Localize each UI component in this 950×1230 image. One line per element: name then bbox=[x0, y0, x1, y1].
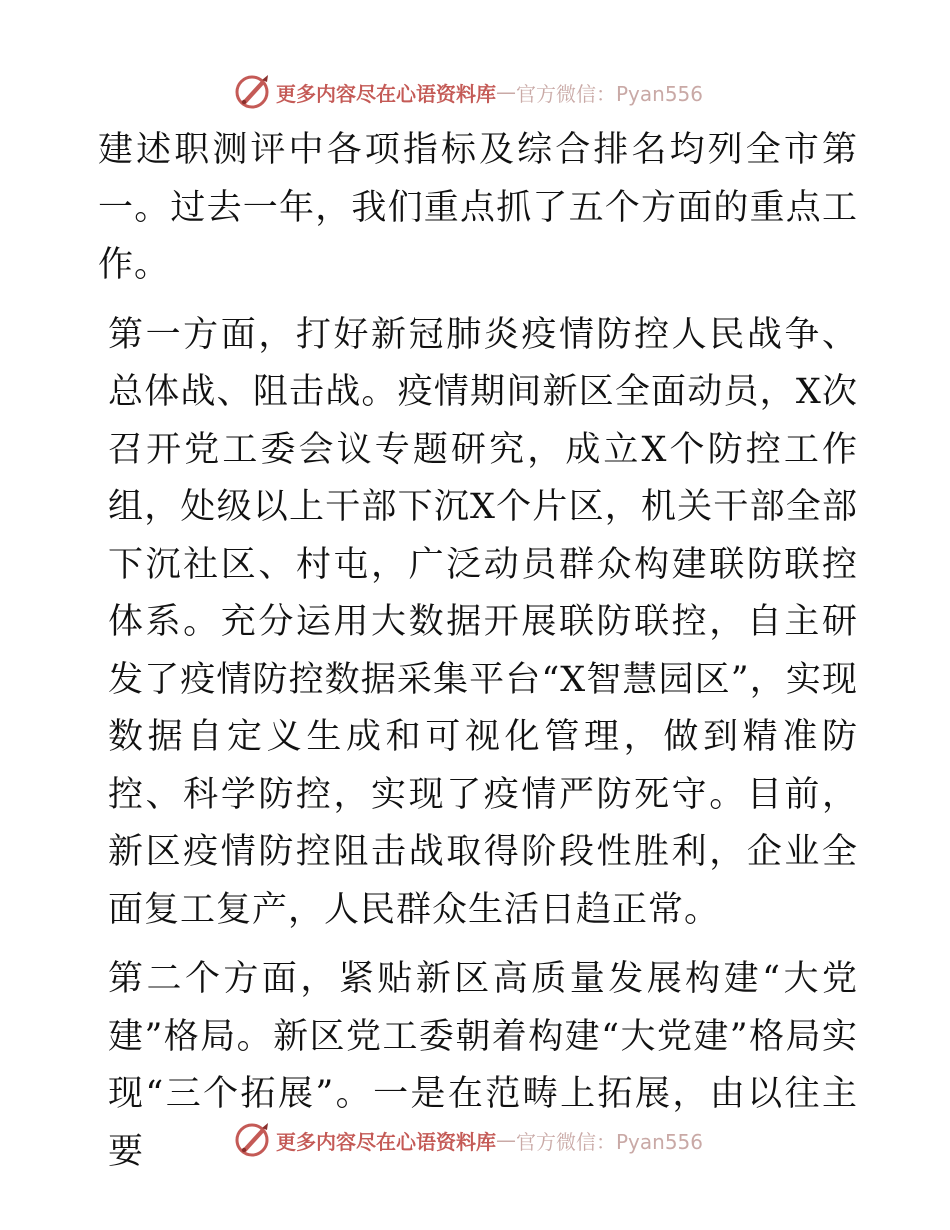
quill-logo-icon bbox=[232, 72, 272, 112]
watermark-wechat: 官方微信：Pyan556 bbox=[516, 1129, 704, 1154]
header-watermark bbox=[232, 72, 703, 112]
watermark-dash: — bbox=[496, 80, 516, 104]
watermark-text: 更多内容尽在心语资料库 bbox=[276, 1129, 496, 1154]
paragraph-2: 第一方面，打好新冠肺炎疫情防控人民战争、总体战、阻击战。疫情期间新区全面动员，X次召开党工委会议专题研究，成立X个防控工作组，处级以上干部下沉X个片区，机关干部全部下沉社区、村屯，广泛动员群众构建联防联控体系。充分运用大数据开展联防联控，自主研发了疫情防控数据采集平台“X智慧园区”，实现数据自定义生成和可视化管理，做到精准防控、科学防控，实现了疫情严防死守。目前，新区疫情防控阻击战取得阶段性胜利，企业全面复工复产，人民群众生活日趋正常。 bbox=[108, 314, 858, 930]
document-body bbox=[98, 122, 858, 1181]
quill-logo-icon bbox=[232, 1120, 272, 1160]
watermark-dash: — bbox=[496, 1128, 516, 1152]
watermark-wechat: 官方微信：Pyan556 bbox=[516, 81, 704, 106]
paragraph-1: 建述职测评中各项指标及综合排名均列全市第一。过去一年，我们重点抓了五个方面的重点工作。 bbox=[98, 130, 858, 285]
watermark-text: 更多内容尽在心语资料库 bbox=[276, 81, 496, 106]
footer-watermark bbox=[232, 1120, 703, 1160]
paragraph-3: 第二个方面，紧贴新区高质量发展构建“大党建”格局。新区党工委朝着构建“大党建”格局实现“三个拓展”。一是在范畴上拓展，由以往主要 bbox=[108, 959, 858, 1172]
